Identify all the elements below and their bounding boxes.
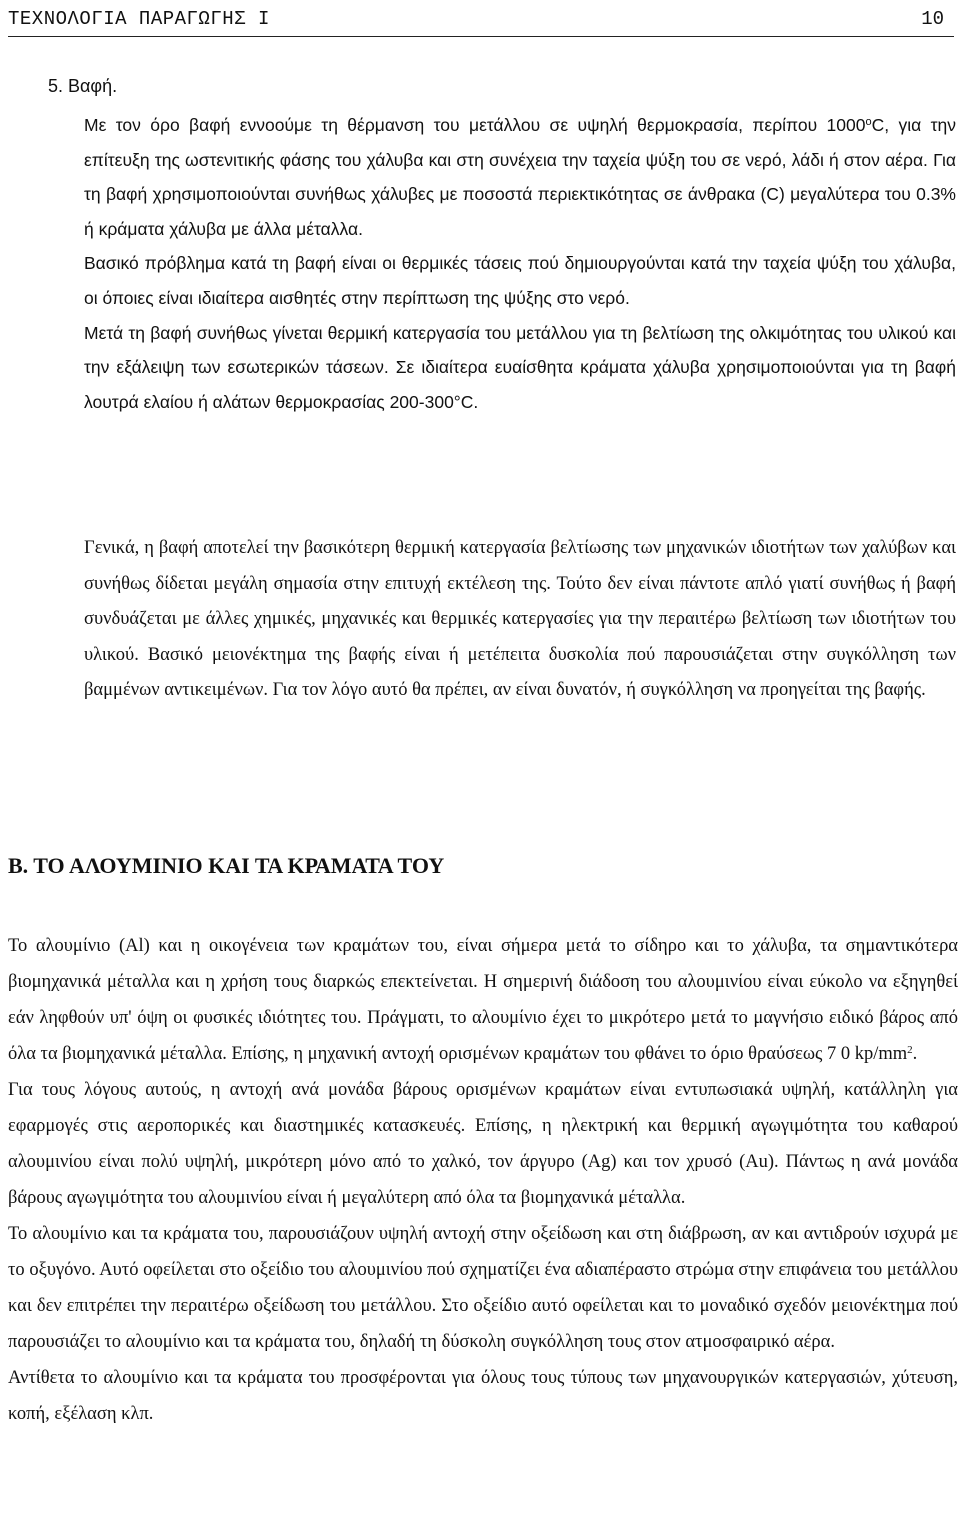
- header-title: ΤΕΧΝΟΛΟΓΙΑ ΠΑΡΑΓΩΓΗΣ Ι: [8, 8, 270, 30]
- section-5-paragraph-2: Βασικό πρόβλημα κατά τη βαφή είναι οι θερμικές τάσεις πού δημιουργούνται κατά την ταχεία ψύξη του χάλυβα, οι όποιες είναι ιδιαίτερα αισθητές στην περίπτωση της ψύξης στο νερό.: [84, 253, 956, 308]
- section-b-paragraph-4: Αντίθετα το αλουμίνιο και τα κράματα του προσφέρονται για όλους τους τύπους των μηχανουργικών κατεργασιών, χύτευση, κοπή, εξέλαση κλπ.: [8, 1368, 958, 1424]
- section-b-paragraph-3: Το αλουμίνιο και τα κράματα του, παρουσιάζουν υψηλή αντοχή στην οξείδωση και στη διάβρωση, αν και αντιδρούν ισχυρά με το οξυγόνο. Αυτό οφείλεται στο οξείδιο του αλουμινίου πού σχηματίζει ένα αδιαπέραστο στρώμα στην επιφάνεια του μετάλλου και δεν επιτρέπει την περαιτέρω οξείδωση του μετάλλου. Στο οξείδιο αυτό οφείλεται και το μοναδικό σχεδόν μειονέκτημα πού παρουσιάζει το αλουμίνιο και τα κράματα του, δηλαδή τη δύσκολη συγκόλληση τους στον ατμοσφαιρικό αέρα.: [8, 1224, 958, 1352]
- section-b-heading: Β. ΤΟ ΑΛΟΥΜΙΝΙΟ ΚΑΙ ΤΑ ΚΡΑΜΑΤΑ ΤΟΥ: [8, 853, 445, 878]
- section-5-paragraph-1: Με τον όρο βαφή εννοούμε τη θέρμανση του μετάλλου σε υψηλή θερμοκρασία, περίπου 1000$^o$C, για την επίτευξη της ωστενιτικής φάσης του χάλυβα και στη συνέχεια την ταχεία ψύξη του σε νερό, λάδι ή στον αέρα. Για τη βαφή χρησιμοποιούνται συνήθως χάλυβες με ποσοστά περιεκτικότητας σε άνθρακα (C) μεγαλύτερα του 0.3% ή κράματα χάλυβα με άλλα μέταλλα.: [84, 115, 957, 239]
- page-header: [8, 2, 954, 37]
- section-5-body-continued: [84, 531, 956, 709]
- section-b-body: [8, 928, 958, 1432]
- section-5-heading: 5. Βαφή.: [48, 76, 118, 96]
- section-5-body: [84, 108, 956, 419]
- section-b-paragraph-2: Για τους λόγους αυτούς, η αντοχή ανά μονάδα βάρους ορισμένων κραμάτων είναι εντυπωσιακά υψηλή, κατάλληλη για εφαρμογές στις αεροπορικές και διαστημικές κατασκευές. Επίσης, η ηλεκτρική και θερμική αγωγιμότητα του καθαρού αλουμινίου είναι πολύ υψηλή, μικρότερη μόνο από το χαλκό, τον άργυρο (Ag) και τον χρυσό (Au). Πάντως η ανά μονάδα βάρους αγωγιμότητα του αλουμινίου είναι ή μεγαλύτερη από όλα τα βιομηχανικά μέταλλα.: [8, 1080, 958, 1208]
- section-5-paragraph-3: Μετά τη βαφή συνήθως γίνεται θερμική κατεργασία του μετάλλου για τη βελτίωση της ολκιμότητας του υλικού και την εξάλειψη των εσωτερικών τάσεων. Σε ιδιαίτερα ευαίσθητα κράματα χάλυβα χρησιμοποιούνται για τη βαφή λουτρά ελαίου ή αλάτων θερμοκρασίας 200-300°C.: [84, 322, 956, 412]
- page-number: 10: [921, 8, 944, 30]
- section-b-paragraph-1: Το αλουμίνιο (Al) και η οικογένεια των κραμάτων του, είναι σήμερα μετά το σίδηρο και το χάλυβα, τα σημαντικότερα βιομηχανικά μέταλλα και η χρήση τους διαρκώς επεκτείνεται. Η σημερινή διάδοση του αλουμινίου είναι εύκολο να εξηγηθεί εάν ληφθούν υπ' όψη οι φυσικές ιδιότητες του. Πράγματι, το αλουμίνιο έχει το μικρότερο μετά το μαγνήσιο ειδικό βάρος από όλα τα βιομηχανικά μέταλλα. Επίσης, η μηχανική αντοχή ορισμένων κραμάτων του φθάνει το όριο θραύσεως 7 0 $kp/mm^2$.: [8, 936, 958, 1064]
- section-5-paragraph-4: Γενικά, η βαφή αποτελεί την βασικότερη θερμική κατεργασία βελτίωσης των μηχανικών ιδιοτήτων των χαλύβων και συνήθως δίδεται μεγάλη σημασία στην επιτυχή εκτέλεση της. Τούτο δεν είναι πάντοτε απλό γιατί συνήθως ή βαφή συνδυάζεται με άλλες χημικές, μηχανικές και θερμικές κατεργασίες για την περαιτέρω βελτίωση των ιδιοτήτων του υλικού. Βασικό μειονέκτημα της βαφής είναι ή μετέπειτα δυσκολία πού παρουσιάζεται στην συγκόλληση των βαμμένων αντικειμένων. Για τον λόγο αυτό θα πρέπει, αν είναι δυνατόν, ή συγκόλληση να προηγείται της βαφής.: [84, 538, 956, 700]
